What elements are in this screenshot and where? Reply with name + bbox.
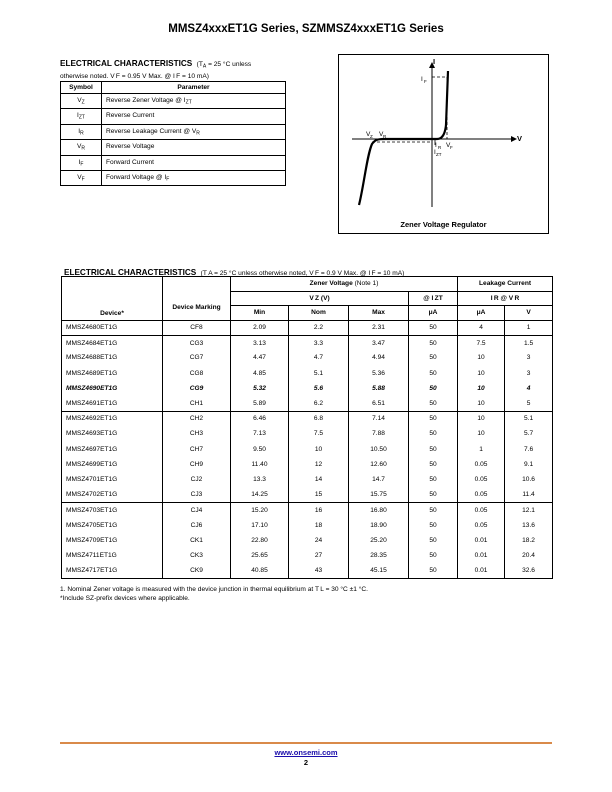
- marking-cell: CJ4: [163, 502, 231, 517]
- ir-vr-header: I R @ V R: [458, 291, 553, 306]
- device-row: [62, 411, 553, 426]
- footnote-1: 1. Nominal Zener voltage is measured with the device junction in thermal equilibrium at T L = 30 °C ±1 °C.: [60, 586, 368, 593]
- vr-cell: 1: [505, 320, 553, 335]
- device-row: [62, 548, 553, 563]
- marking-cell: CG3: [163, 335, 231, 350]
- izt-cell: 50: [409, 411, 458, 426]
- device-row: [62, 563, 553, 578]
- vr-cell: 3: [505, 350, 553, 365]
- device-header: Device*: [62, 277, 163, 321]
- i-axis-label: I: [433, 57, 436, 66]
- device-row: [62, 472, 553, 487]
- vz-nom-cell: 5.1: [289, 366, 349, 381]
- vz-label-sub: Z: [370, 134, 373, 139]
- marking-cell: CK1: [163, 533, 231, 548]
- ec1-cond-2: otherwise noted. V F = 0.95 V Max. @ I F = 10 mA): [60, 72, 209, 80]
- device-row: [62, 533, 553, 548]
- ir-cell: 0.05: [458, 502, 505, 517]
- vr-unit-header: V: [505, 306, 553, 321]
- footnotes: [60, 586, 368, 603]
- device-cell: MMSZ4711ET1G: [62, 548, 163, 563]
- ec1-heading: [60, 57, 290, 81]
- device-cell: MMSZ4705ET1G: [62, 517, 163, 532]
- vz-min-cell: 13.3: [231, 472, 289, 487]
- vz-nom-cell: 24: [289, 533, 349, 548]
- ec1-cond-1a: (T: [196, 61, 203, 68]
- device-cell: MMSZ4684ET1G: [62, 335, 163, 350]
- vz-nom-cell: 3.3: [289, 335, 349, 350]
- vr-cell: 5.7: [505, 426, 553, 441]
- ir-label-sub: R: [438, 145, 442, 150]
- device-row: [62, 381, 553, 396]
- if-label-sub: F: [424, 79, 427, 84]
- vz-min-cell: 17.10: [231, 517, 289, 532]
- vz-label: V: [366, 131, 371, 138]
- ec2-title: ELECTRICAL CHARACTERISTICS: [64, 268, 197, 277]
- device-cell: MMSZ4680ET1G: [62, 320, 163, 335]
- vz-min-cell: 14.25: [231, 487, 289, 502]
- graph-caption: Zener Voltage Regulator: [400, 220, 487, 229]
- device-cell: MMSZ4690ET1G: [62, 381, 163, 396]
- vf-label-sub: F: [450, 145, 453, 150]
- device-cell: MMSZ4703ET1G: [62, 502, 163, 517]
- izt-cell: 50: [409, 487, 458, 502]
- symbol-cell: $I_{ZT}$: [61, 109, 102, 124]
- ir-cell: 10: [458, 350, 505, 365]
- vz-max-cell: 18.90: [349, 517, 409, 532]
- device-row: [62, 335, 553, 350]
- vz-max-cell: 14.7: [349, 472, 409, 487]
- device-row: [62, 426, 553, 441]
- ir-cell: 1: [458, 442, 505, 457]
- ir-cell: 0.01: [458, 533, 505, 548]
- ec1-cond-1b: = 25 °C unless: [206, 61, 252, 68]
- vz-max-cell: 6.51: [349, 396, 409, 411]
- footer-link[interactable]: www.onsemi.com: [274, 748, 338, 757]
- vz-nom-cell: 14: [289, 472, 349, 487]
- vz-nom-cell: 18: [289, 517, 349, 532]
- zener-note-ref: (Note 1): [352, 280, 379, 288]
- ir-cell: 10: [458, 426, 505, 441]
- vz-nom-cell: 5.6: [289, 381, 349, 396]
- marking-cell: CG8: [163, 366, 231, 381]
- vz-min-cell: 11.40: [231, 457, 289, 472]
- izt-cell: 50: [409, 472, 458, 487]
- vz-nom-cell: 2.2: [289, 320, 349, 335]
- vz-max-cell: 5.36: [349, 366, 409, 381]
- vf-label: V: [446, 142, 451, 149]
- vz-min-cell: 7.13: [231, 426, 289, 441]
- ec2-cond: (T A = 25 °C unless otherwise noted, V F = 0.9 V Max. @ I F = 10 mA): [200, 270, 405, 277]
- vz-nom-cell: 16: [289, 502, 349, 517]
- ir-label: I: [435, 142, 437, 149]
- marking-cell: CH2: [163, 411, 231, 426]
- device-row: [62, 320, 553, 335]
- vr-cell: 13.6: [505, 517, 553, 532]
- symbol-cell: $V_Z$: [61, 94, 102, 109]
- device-cell: MMSZ4688ET1G: [62, 350, 163, 365]
- vz-header: V Z (V): [231, 291, 409, 306]
- vr-cell: 4: [505, 381, 553, 396]
- izt-cell: 50: [409, 396, 458, 411]
- ir-cell: 0.05: [458, 517, 505, 532]
- ir-cell: 0.05: [458, 472, 505, 487]
- device-row: [62, 442, 553, 457]
- vz-max-cell: 4.94: [349, 350, 409, 365]
- vz-max-cell: 16.80: [349, 502, 409, 517]
- vz-min-cell: 5.32: [231, 381, 289, 396]
- izt-cell: 50: [409, 335, 458, 350]
- izt-cell: 50: [409, 426, 458, 441]
- marking-cell: CH7: [163, 442, 231, 457]
- vz-min-cell: 15.20: [231, 502, 289, 517]
- vz-max-cell: 10.50: [349, 442, 409, 457]
- device-cell: MMSZ4693ET1G: [62, 426, 163, 441]
- parameter-cell: Reverse Voltage: [102, 140, 286, 155]
- leakage-header: Leakage Current: [458, 277, 553, 292]
- vz-max-cell: 45.15: [349, 563, 409, 578]
- izt-cell: 50: [409, 381, 458, 396]
- ir-unit-header: μA: [458, 306, 505, 321]
- izt-cell: 50: [409, 366, 458, 381]
- ir-cell: 0.01: [458, 548, 505, 563]
- vz-min-cell: 4.47: [231, 350, 289, 365]
- ir-cell: 4: [458, 320, 505, 335]
- vz-nom-cell: 27: [289, 548, 349, 563]
- vz-nom-cell: 7.5: [289, 426, 349, 441]
- vr-cell: 5.1: [505, 411, 553, 426]
- v-axis-label: V: [517, 134, 523, 143]
- parameter-header: Parameter: [102, 82, 286, 94]
- izt-label-sub: ZT: [436, 152, 442, 157]
- vz-nom-cell: 10: [289, 442, 349, 457]
- vz-max-cell: 7.88: [349, 426, 409, 441]
- max-header: Max: [349, 306, 409, 321]
- vz-max-cell: 2.31: [349, 320, 409, 335]
- device-cell: MMSZ4699ET1G: [62, 457, 163, 472]
- marking-cell: CH1: [163, 396, 231, 411]
- vz-nom-cell: 12: [289, 457, 349, 472]
- vr-cell: 11.4: [505, 487, 553, 502]
- ec1-cond-1sub: A: [202, 63, 207, 70]
- device-table-header-1: [62, 277, 553, 292]
- symbol-header: Symbol: [61, 82, 102, 94]
- izt-cell: 50: [409, 563, 458, 578]
- vz-min-cell: 2.09: [231, 320, 289, 335]
- vz-max-cell: 12.60: [349, 457, 409, 472]
- vr-cell: 3: [505, 366, 553, 381]
- device-cell: MMSZ4717ET1G: [62, 563, 163, 578]
- symbol-row: [61, 124, 286, 139]
- vz-max-cell: 3.47: [349, 335, 409, 350]
- vz-min-cell: 40.85: [231, 563, 289, 578]
- device-cell: MMSZ4697ET1G: [62, 442, 163, 457]
- if-label: I: [421, 76, 423, 83]
- izt-cell: 50: [409, 457, 458, 472]
- zener-graph: [338, 54, 549, 234]
- vz-nom-cell: 15: [289, 487, 349, 502]
- marking-cell: CJ3: [163, 487, 231, 502]
- izt-cell: 50: [409, 517, 458, 532]
- vr-label: V: [379, 131, 384, 138]
- symbol-row: [61, 155, 286, 170]
- vr-cell: 1.5: [505, 335, 553, 350]
- vz-min-cell: 25.65: [231, 548, 289, 563]
- marking-header: Device Marking: [163, 277, 231, 321]
- device-cell: MMSZ4689ET1G: [62, 366, 163, 381]
- device-cell: MMSZ4701ET1G: [62, 472, 163, 487]
- vr-cell: 32.6: [505, 563, 553, 578]
- vz-max-cell: 28.35: [349, 548, 409, 563]
- parameter-cell: Forward Voltage @ $I_F$: [102, 170, 286, 185]
- zener-voltage-header-text: Zener Voltage: [309, 280, 353, 288]
- symbol-cell: $V_R$: [61, 140, 102, 155]
- vz-min-cell: 5.89: [231, 396, 289, 411]
- vz-max-cell: 15.75: [349, 487, 409, 502]
- vr-cell: 5: [505, 396, 553, 411]
- device-row: [62, 502, 553, 517]
- marking-cell: CJ6: [163, 517, 231, 532]
- izt-cell: 50: [409, 548, 458, 563]
- vz-nom-cell: 43: [289, 563, 349, 578]
- izt-cell: 50: [409, 320, 458, 335]
- vz-max-cell: 5.88: [349, 381, 409, 396]
- parameter-cell: Reverse Leakage Current @ $V_R$: [102, 124, 286, 139]
- device-cell: MMSZ4702ET1G: [62, 487, 163, 502]
- device-row: [62, 350, 553, 365]
- page-number: 2: [303, 758, 309, 767]
- ir-cell: 7.5: [458, 335, 505, 350]
- vz-max-cell: 25.20: [349, 533, 409, 548]
- marking-cell: CH9: [163, 457, 231, 472]
- marking-cell: CG9: [163, 381, 231, 396]
- vr-cell: 9.1: [505, 457, 553, 472]
- footer-rule: [60, 742, 552, 744]
- device-row: [62, 366, 553, 381]
- vr-cell: 18.2: [505, 533, 553, 548]
- ir-cell: 10: [458, 396, 505, 411]
- vr-cell: 7.6: [505, 442, 553, 457]
- izt-label: I: [434, 149, 436, 156]
- symbol-row: [61, 170, 286, 185]
- device-table: [61, 276, 553, 579]
- izt-unit-header: μA: [409, 306, 458, 321]
- vz-max-cell: 7.14: [349, 411, 409, 426]
- min-header: Min: [231, 306, 289, 321]
- device-row: [62, 457, 553, 472]
- vr-cell: 20.4: [505, 548, 553, 563]
- ir-cell: 10: [458, 411, 505, 426]
- vr-label-sub: R: [383, 134, 387, 139]
- vz-min-cell: 9.50: [231, 442, 289, 457]
- device-cell: MMSZ4691ET1G: [62, 396, 163, 411]
- symbol-row: [61, 94, 286, 109]
- device-cell: MMSZ4709ET1G: [62, 533, 163, 548]
- marking-cell: CH3: [163, 426, 231, 441]
- symbol-cell: $I_F$: [61, 155, 102, 170]
- izt-header: @ I ZT: [409, 291, 458, 306]
- izt-cell: 50: [409, 350, 458, 365]
- marking-cell: CF8: [163, 320, 231, 335]
- ir-cell: 10: [458, 366, 505, 381]
- parameter-cell: Reverse Zener Voltage @ $I_{ZT}$: [102, 94, 286, 109]
- vz-min-cell: 6.46: [231, 411, 289, 426]
- parameter-cell: Reverse Current: [102, 109, 286, 124]
- izt-cell: 50: [409, 442, 458, 457]
- parameter-cell: Forward Current: [102, 155, 286, 170]
- ir-cell: 0.05: [458, 457, 505, 472]
- device-row: [62, 517, 553, 532]
- symbol-row: [61, 109, 286, 124]
- symbol-row: [61, 140, 286, 155]
- symbol-cell: $V_F$: [61, 170, 102, 185]
- vz-nom-cell: 6.8: [289, 411, 349, 426]
- footnote-2: *Include SZ-prefix devices where applicable.: [60, 594, 190, 602]
- symbol-table-header: [61, 82, 286, 94]
- vr-cell: 12.1: [505, 502, 553, 517]
- device-row: [62, 396, 553, 411]
- page-title: MMSZ4xxxET1G Series, SZMMSZ4xxxET1G Series: [168, 23, 444, 35]
- device-row: [62, 487, 553, 502]
- vz-min-cell: 22.80: [231, 533, 289, 548]
- vz-min-cell: 4.85: [231, 366, 289, 381]
- izt-cell: 50: [409, 533, 458, 548]
- marking-cell: CJ2: [163, 472, 231, 487]
- marking-cell: CK3: [163, 548, 231, 563]
- nom-header: Nom: [289, 306, 349, 321]
- ir-cell: 0.01: [458, 563, 505, 578]
- zener-voltage-header: [231, 277, 458, 292]
- vz-nom-cell: 4.7: [289, 350, 349, 365]
- marking-cell: CG7: [163, 350, 231, 365]
- symbol-table: [60, 81, 286, 186]
- ir-cell: 10: [458, 381, 505, 396]
- izt-cell: 50: [409, 502, 458, 517]
- ec1-title: ELECTRICAL CHARACTERISTICS: [60, 59, 193, 68]
- device-cell: MMSZ4692ET1G: [62, 411, 163, 426]
- vz-nom-cell: 6.2: [289, 396, 349, 411]
- ir-cell: 0.05: [458, 487, 505, 502]
- marking-cell: CK9: [163, 563, 231, 578]
- vr-cell: 10.6: [505, 472, 553, 487]
- symbol-cell: $I_R$: [61, 124, 102, 139]
- zener-curve-svg: [339, 55, 548, 215]
- vz-min-cell: 3.13: [231, 335, 289, 350]
